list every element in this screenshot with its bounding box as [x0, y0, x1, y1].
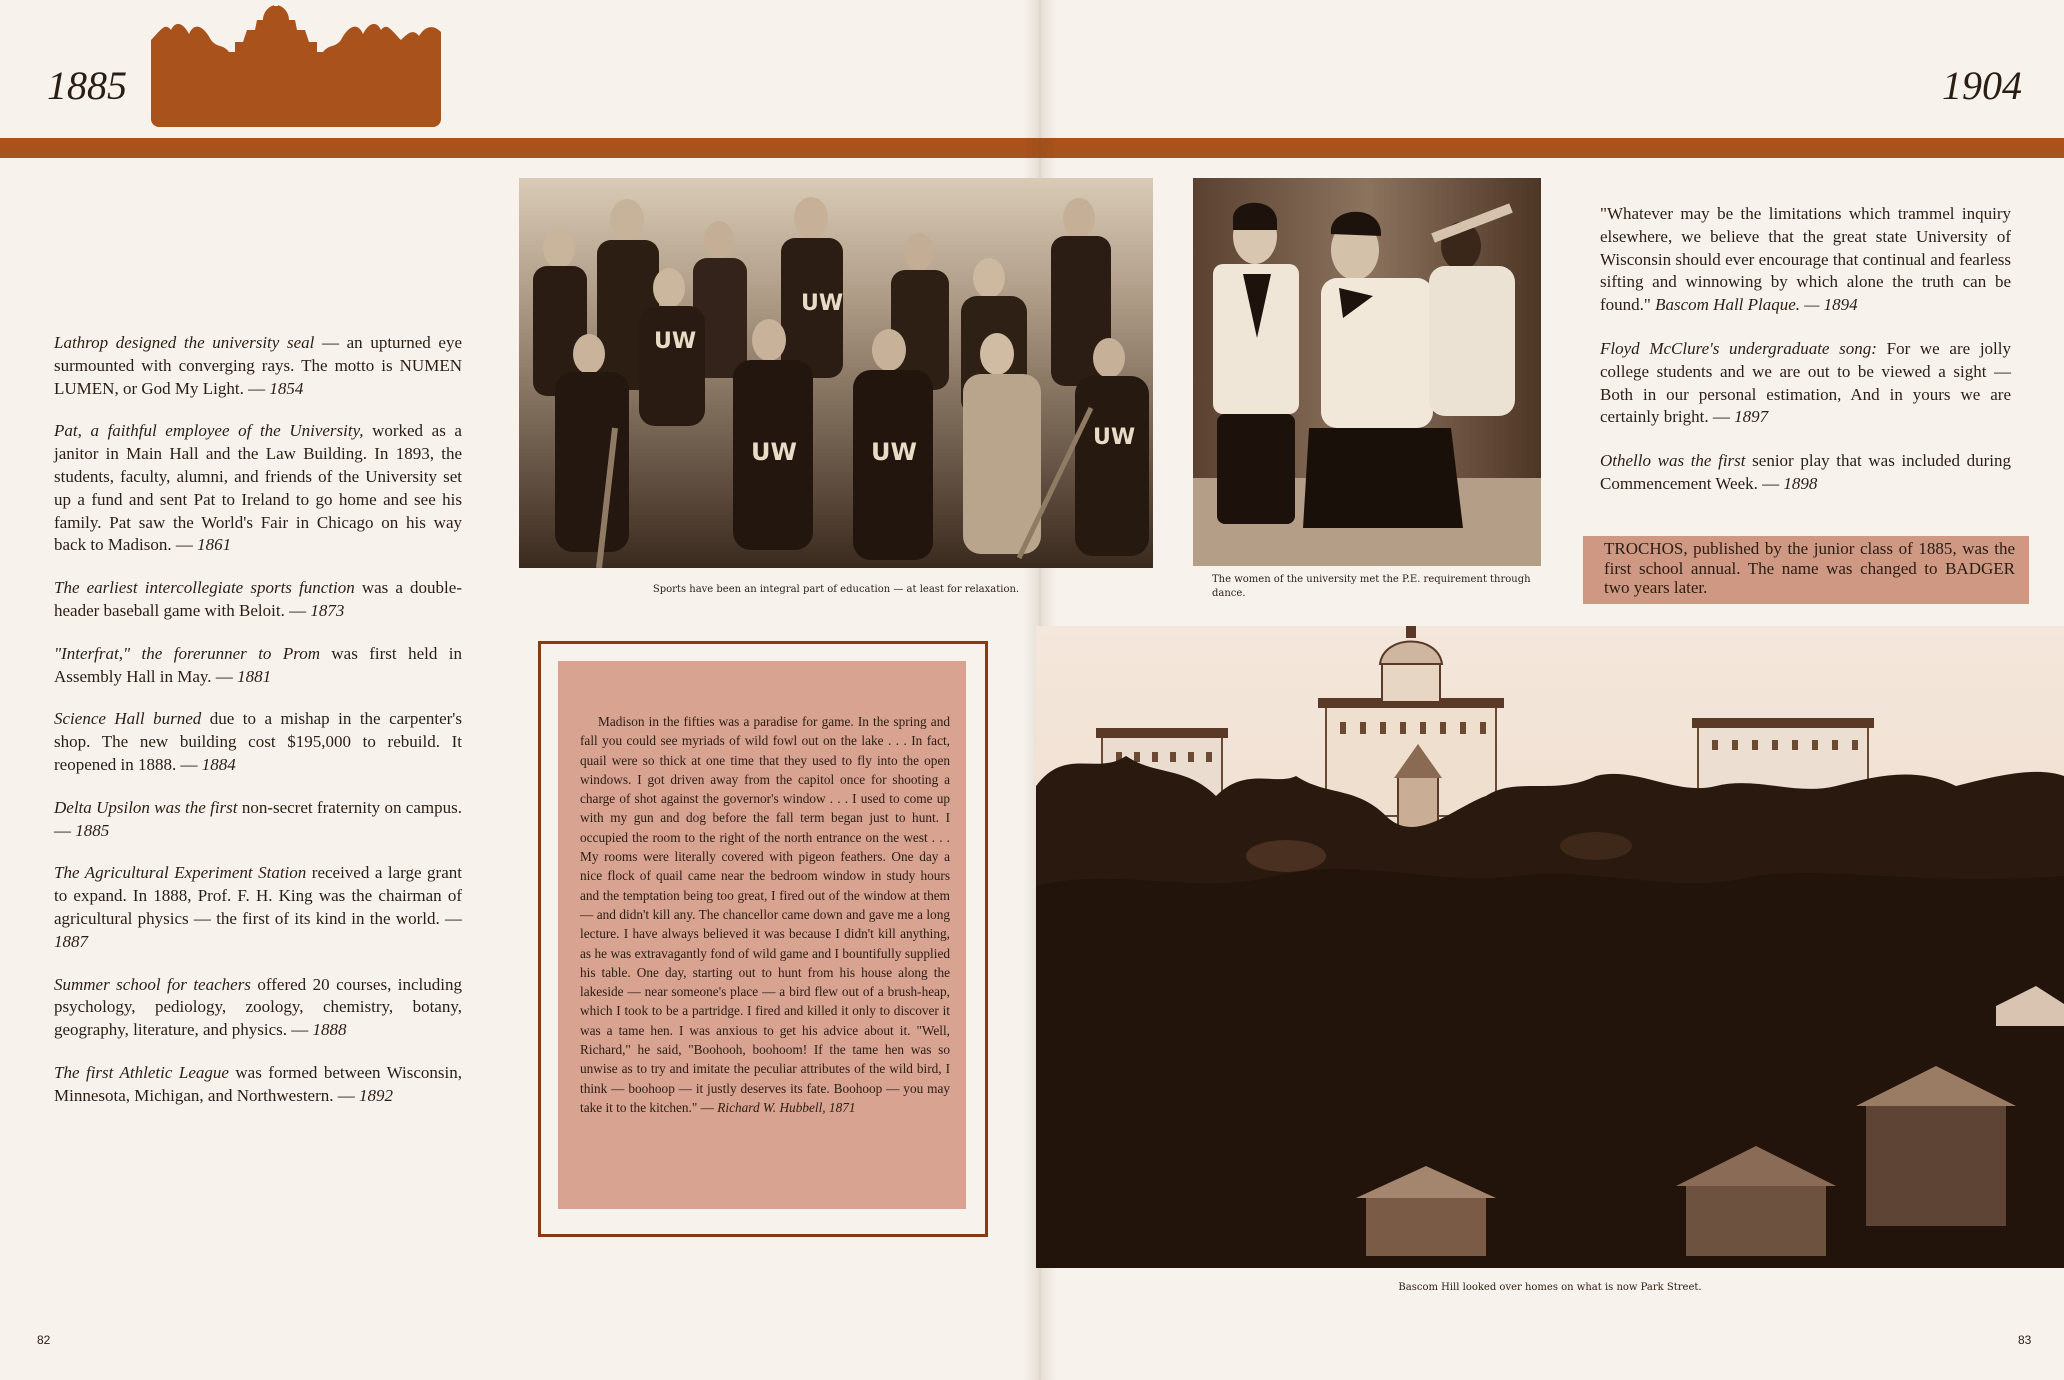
bascom-photo-caption: Bascom Hill looked over homes on what is now Park Street.	[1398, 1282, 1702, 1293]
hubbell-story: Madison in the fifties was a paradise for game. In the spring and fall you could see myriads of wild fowl out on the lake . . . In fact, quail were so thick at one time that they used to fly into the open windows. I got driven away from the capitol once for shooting a charge of shot against the governor's window . . . I used to come up with my gun and dog before the fall term began just to hunt. I occupied the room to the right of the north entrance on the west . . . My rooms were literally covered with pigeon feathers. One day a nice flock of quail came near the bedroom window in study hours and the temptation being too great, I fired out of the window at them — and didn't kill any. The chancellor came down and gave me a long lecture. I have always believed it was because I didn't kill anything, as he was extravagantly fond of wild game and I bountifully supplied his table. One day, starting out to hunt from his house along the lakeside — near someone's place — a bird flew out of a brush-heap, which I took to be a partridge. I fired and killed it only to discover it was a tame hen. I was anxious to get his advice about it. "Well, Richard," he said, "Boohooh, boohoom! If the tame hen was so unwise as to try and imitate the peculiar attributes of the wild bird, I think — boohoop — it justly deserves its fate. Boohoop — you may take it to the kitchen." — Richard W. Hubbell, 1871	[580, 714, 950, 1115]
year-end: 1904	[1942, 63, 2022, 108]
timeline-entry: "Whatever may be the limitations which trammel inquiry elsewhere, we believe that the great state University of Wisconsin should ever encourage that continual and fearless sifting and winnowing by which alone the truth can be found." Bascom Hall Plaque. — 1894	[1600, 204, 2011, 315]
timeline-entry: Othello was the first senior play that was included during Commencement Week. — 1898	[1600, 451, 2011, 493]
left-timeline-column	[54, 332, 462, 1128]
timeline-entry: "Interfrat," the forerunner to Prom was first held in Assembly Hall in May. — 1881	[54, 643, 462, 686]
timeline-entry: Delta Upsilon was the first non-secret fraternity on campus. — 1885	[54, 797, 462, 840]
dance-photo-caption: The women of the university met the P.E. requirement through dance.	[1212, 574, 1531, 599]
jersey-lettering: UW	[751, 438, 797, 466]
bascom-hill-photo	[1036, 626, 2064, 1268]
timeline-entry: Lathrop designed the university seal — an upturned eye surmounted with converging rays. The motto is NUMEN LUMEN, or God My Light. — 1854	[54, 333, 462, 398]
page-number-left: 82	[37, 1333, 51, 1347]
timeline-entry: Pat, a faithful employee of the University, worked as a janitor in Main Hall and the Law Building. In 1893, the students, faculty, alumni, and friends of the University set up a fund and sent Pat to Ireland to go home and see his family. Pat saw the World's Fair in Chicago on his way back to Madison. — 1861	[54, 421, 462, 555]
capitol-dome-silhouette-icon	[151, 0, 441, 127]
timeline-entry: Summer school for teachers offered 20 courses, including psychology, pediology, zoology, chemistry, botany, geography, literature, and physics. — 1888	[54, 974, 462, 1040]
page-number-right: 83	[2018, 1333, 2032, 1347]
jersey-lettering: UW	[1093, 425, 1136, 450]
timeline-entry: The earliest intercollegiate sports function was a double-header baseball game with Beloit. — 1873	[54, 578, 462, 620]
right-timeline-column	[1600, 203, 2011, 516]
timeline-entry: The Agricultural Experiment Station received a large grant to expand. In 1888, Prof. F. H. King was the chairman of agricultural physics — the first of its kind in the world. — 1887	[54, 863, 462, 951]
timeline-entry: The first Athletic League was formed between Wisconsin, Minnesota, Michigan, and Northwestern. — 1892	[54, 1062, 462, 1105]
timeline-entry: Floyd McClure's undergraduate song: For we are jolly college students and we are out to be viewed a sight — Both in our personal estimation, And in yours we are certainly bright. — 1897	[1600, 338, 2012, 427]
timeline-entry: Science Hall burned due to a mishap in the carpenter's shop. The new building cost $195,000 to rebuild. It reopened in 1888. — 1884	[54, 709, 462, 774]
year-start: 1885	[47, 63, 127, 108]
dance-class-photo	[1193, 178, 1541, 566]
jersey-lettering: UW	[871, 438, 917, 466]
jersey-lettering: UW	[801, 291, 844, 316]
story-attribution: Richard W. Hubbell, 1871	[717, 1099, 856, 1115]
trochos-callout-text: TROCHOS, published by the junior class of 1885, was the first school annual. The name was changed to BADGER two years later.	[1604, 539, 2015, 597]
baseball-photo-caption: Sports have been an integral part of education — at least for relaxation.	[652, 584, 1020, 595]
jersey-lettering: UW	[654, 329, 697, 354]
baseball-team-photo	[519, 178, 1153, 568]
